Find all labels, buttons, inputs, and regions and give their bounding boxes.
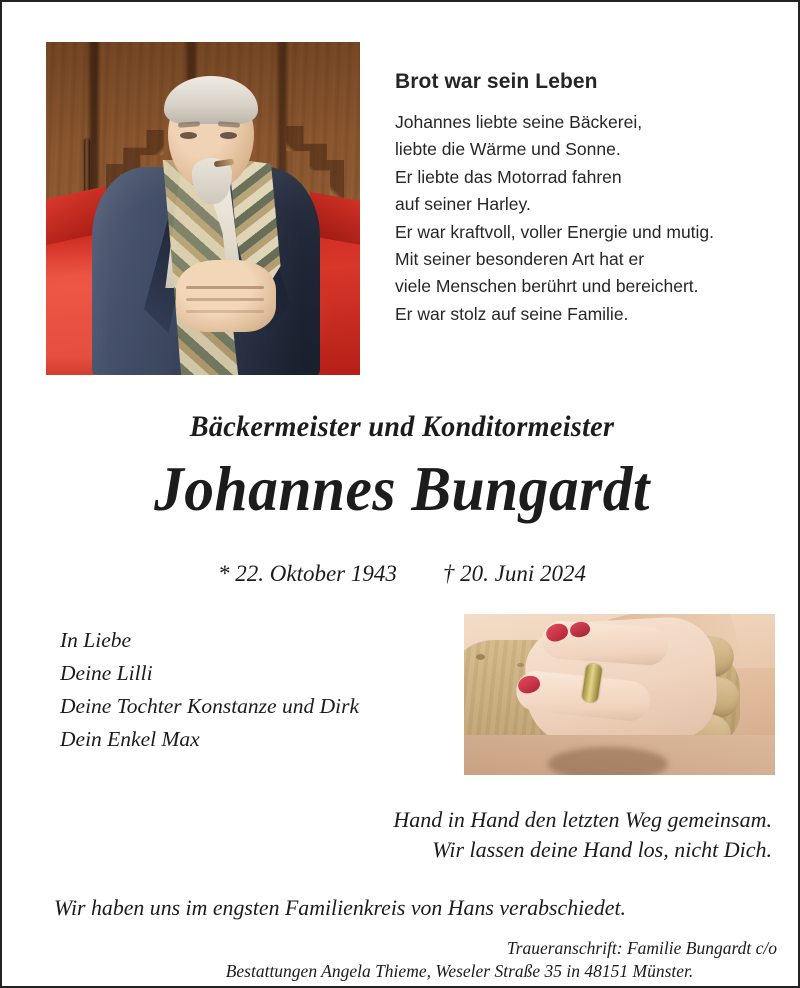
top-section — [2, 2, 800, 392]
portrait-image-content — [46, 42, 360, 375]
person-hair — [164, 76, 258, 124]
farewell-statement: Wir haben uns im engsten Familienkreis von Hans verabschiedet. — [54, 895, 626, 920]
poem-line: Johannes liebte seine Bäckerei, — [395, 112, 643, 132]
poem-line: liebte die Wärme und Sonne. — [395, 139, 621, 160]
portrait-photo — [46, 42, 360, 375]
person-eye-left — [180, 132, 197, 139]
poem-block — [395, 70, 795, 328]
name-block — [2, 410, 800, 526]
poem-line: viele Menschen berührt und bereichert. — [395, 276, 699, 297]
survivor-line: In Liebe — [60, 628, 132, 652]
person-eye-right — [220, 132, 237, 139]
poem-line: Mit seiner besonderen Art hat er — [395, 249, 645, 270]
poem-line: Er liebte das Motorrad fahren — [395, 166, 622, 187]
survivor-line: Dein Enkel Max — [60, 727, 200, 751]
poem-line: auf seiner Harley. — [395, 194, 531, 215]
background-fabric-bottom — [464, 735, 775, 775]
deceased-full-name: Johannes Bungardt — [154, 453, 650, 524]
mourning-address — [2, 937, 777, 983]
address-line-2: Bestattungen Angela Thieme, Weseler Straße 35 in 48151 Münster. — [225, 961, 694, 981]
birth-date: * 22. Oktober 1943 — [218, 561, 397, 586]
closing-verse — [2, 805, 772, 865]
hands-image-content — [464, 614, 775, 775]
hands-photo — [464, 614, 775, 775]
person-clasped-hands — [176, 260, 276, 332]
profession-title: Bäckermeister und Konditormeister — [189, 410, 615, 443]
survivor-line: Deine Tochter Konstanze und Dirk — [60, 694, 359, 718]
poem-line: Er war kraftvoll, voller Energie und mutig. — [395, 221, 715, 242]
poem-line: Er war stolz auf seine Familie. — [395, 303, 629, 324]
address-line-1: Traueranschrift: Familie Bungardt c/o — [506, 938, 777, 958]
death-date: † 20. Juni 2024 — [442, 561, 586, 586]
survivors-block — [60, 624, 460, 756]
verse-line: Hand in Hand den letzten Weg gemeinsam. — [393, 807, 772, 832]
poem-title: Brot war sein Leben — [395, 70, 598, 93]
life-dates — [2, 561, 800, 587]
verse-line: Wir lassen deine Hand los, nicht Dich. — [432, 837, 772, 862]
survivor-line: Deine Lilli — [60, 661, 153, 685]
